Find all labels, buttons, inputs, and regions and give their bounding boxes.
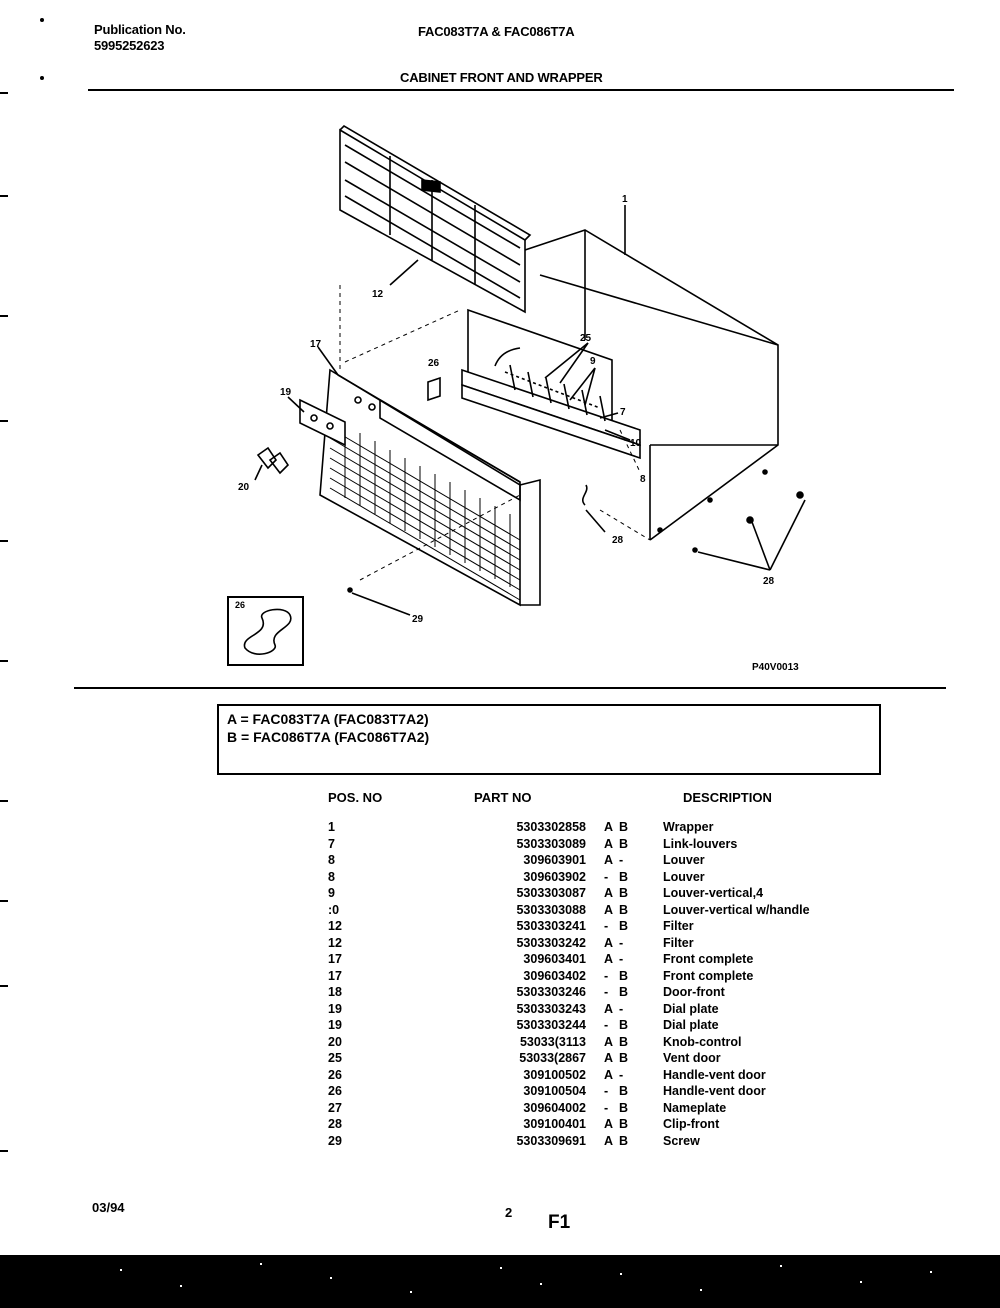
pos-cell: 26 xyxy=(328,1084,342,1098)
table-row xyxy=(328,1001,883,1018)
table-row xyxy=(328,885,883,902)
table-row xyxy=(328,1133,883,1150)
pos-cell: 9 xyxy=(328,886,335,900)
callout-7: 7 xyxy=(620,407,626,418)
pos-cell: 7 xyxy=(328,836,335,851)
part-number-cell: 5303309691 xyxy=(516,1133,586,1148)
model-a-cell: A xyxy=(604,1001,614,1016)
description-cell: Link-louvers xyxy=(663,836,738,851)
part-number-cell: 5303303244 xyxy=(516,1018,586,1032)
model-b-cell: B xyxy=(619,1034,629,1049)
part-number-cell: 309100401 xyxy=(523,1117,586,1131)
model-b-cell: B xyxy=(619,869,629,884)
description-cell: Louver xyxy=(663,869,705,884)
model-a-cell: A xyxy=(604,935,614,950)
pos-cell: 19 xyxy=(328,1018,342,1032)
model-b-cell: B xyxy=(619,1100,629,1115)
figure-id: P40V0013 xyxy=(752,662,799,673)
pos-cell: 19 xyxy=(328,1001,342,1016)
model-a-cell: A xyxy=(604,902,614,917)
model-legend xyxy=(217,704,881,775)
pos-cell: 18 xyxy=(328,985,342,999)
table-row xyxy=(328,1116,883,1133)
table-row xyxy=(328,819,883,836)
model-numbers: FAC083T7A & FAC086T7A xyxy=(418,24,575,39)
model-a-cell: - xyxy=(604,869,609,884)
callout-12: 12 xyxy=(372,289,384,300)
description-cell: Filter xyxy=(663,935,694,950)
callout-1: 1 xyxy=(622,194,628,205)
part-number-cell: 5303303088 xyxy=(516,902,586,917)
description-cell: Louver-vertical,4 xyxy=(663,886,764,900)
model-b-cell: - xyxy=(619,1001,624,1016)
header-b xyxy=(619,790,659,819)
table-row xyxy=(328,968,883,985)
pos-cell: 25 xyxy=(328,1051,342,1065)
callout-25: 25 xyxy=(580,333,592,344)
description-cell: Knob-control xyxy=(663,1034,742,1049)
diagram-rule xyxy=(74,687,946,689)
callout-20: 20 xyxy=(238,482,250,493)
pos-cell: 29 xyxy=(328,1133,342,1148)
table-row xyxy=(328,852,883,869)
table-row xyxy=(328,869,883,886)
model-a-cell: - xyxy=(604,919,609,933)
dot-mark xyxy=(40,18,44,22)
model-a-cell: A xyxy=(604,1051,614,1065)
section-title: CABINET FRONT AND WRAPPER xyxy=(400,70,603,85)
callout-9: 9 xyxy=(590,356,596,367)
model-b-cell: B xyxy=(619,919,629,933)
model-a-cell: A xyxy=(604,820,614,834)
part-number-cell: 5303303241 xyxy=(516,919,586,933)
callout-28: 28 xyxy=(612,535,624,546)
table-row xyxy=(328,951,883,968)
model-a-cell: A xyxy=(604,1117,614,1131)
model-a-cell: A xyxy=(604,1133,614,1148)
callout-26: 26 xyxy=(428,358,440,369)
model-b-cell: - xyxy=(619,952,624,966)
model-b-cell: B xyxy=(619,1051,629,1065)
description-cell: Dial plate xyxy=(663,1001,719,1016)
description-cell: Wrapper xyxy=(663,820,714,834)
margin-mark xyxy=(0,800,8,802)
callout-10: 10 xyxy=(630,438,642,449)
dot-mark xyxy=(40,76,44,80)
model-b-cell: B xyxy=(619,836,629,851)
legend-line-b: B = FAC086T7A (FAC086T7A2) xyxy=(227,729,430,745)
model-b-cell: B xyxy=(619,985,629,999)
footer-date: 03/94 xyxy=(92,1200,125,1215)
model-b-cell: - xyxy=(619,935,624,950)
description-cell: Handle-vent door xyxy=(663,1084,766,1098)
table-row xyxy=(328,902,883,919)
header-pos-no: POS. NO xyxy=(328,790,383,805)
part-number-cell: 309603902 xyxy=(523,869,586,884)
table-row xyxy=(328,1067,883,1084)
description-cell: Front complete xyxy=(663,968,754,983)
pos-cell: :0 xyxy=(328,902,340,917)
pos-cell: 1 xyxy=(328,820,335,834)
table-row xyxy=(328,1050,883,1067)
model-b-cell: B xyxy=(619,1133,629,1148)
description-cell: Louver xyxy=(663,853,705,867)
part-number-cell: 309604002 xyxy=(523,1100,586,1115)
model-a-cell: - xyxy=(604,985,609,999)
description-cell: Nameplate xyxy=(663,1100,727,1115)
callout-8: 8 xyxy=(640,474,646,485)
model-a-cell: - xyxy=(604,968,609,983)
model-b-cell: B xyxy=(619,1018,629,1032)
pos-cell: 17 xyxy=(328,968,342,983)
callout-29: 29 xyxy=(412,614,424,625)
model-a-cell: A xyxy=(604,853,614,867)
table-row xyxy=(328,984,883,1001)
part-number-cell: 309603402 xyxy=(523,968,586,983)
pos-cell: 28 xyxy=(328,1117,342,1131)
callout-19: 19 xyxy=(280,387,292,398)
model-a-cell: - xyxy=(604,1100,609,1115)
table-row xyxy=(328,836,883,853)
table-row xyxy=(328,935,883,952)
model-b-cell: B xyxy=(619,968,629,983)
description-cell: Front complete xyxy=(663,952,754,966)
header-description: DESCRIPTION xyxy=(683,790,772,805)
part-number-cell: 53033(3113 xyxy=(519,1034,586,1049)
description-cell: Dial plate xyxy=(663,1018,719,1032)
callout-28b: 28 xyxy=(763,576,775,587)
table-row xyxy=(328,1034,883,1051)
table-row xyxy=(328,1017,883,1034)
model-a-cell: A xyxy=(604,1034,614,1049)
part-number-cell: 5303303087 xyxy=(516,886,586,900)
pos-cell: 20 xyxy=(328,1034,342,1049)
model-b-cell: B xyxy=(619,902,629,917)
table-row xyxy=(328,918,883,935)
model-b-cell: B xyxy=(619,820,629,834)
header-rule xyxy=(88,89,954,91)
part-number-cell: 5303302858 xyxy=(516,820,586,834)
parts-table xyxy=(328,790,883,1149)
part-number-cell: 5303303242 xyxy=(516,935,586,950)
exploded-diagram xyxy=(0,100,1000,690)
model-a-cell: - xyxy=(604,1018,609,1032)
legend-line-a: A = FAC083T7A (FAC083T7A2) xyxy=(227,711,429,727)
margin-mark xyxy=(0,92,8,94)
part-number-cell: 53033(2867 xyxy=(519,1051,586,1065)
description-cell: Clip-front xyxy=(663,1117,720,1131)
header-a xyxy=(604,790,619,819)
part-number-cell: 309100502 xyxy=(523,1067,586,1082)
part-number-cell: 309100504 xyxy=(523,1084,586,1098)
model-a-cell: A xyxy=(604,952,614,966)
description-cell: Vent door xyxy=(663,1051,721,1065)
pos-cell: 12 xyxy=(328,935,342,950)
model-b-cell: - xyxy=(619,1067,624,1082)
pos-cell: 8 xyxy=(328,869,335,884)
page-number: 2 xyxy=(505,1205,513,1220)
model-a-cell: A xyxy=(604,886,614,900)
header-part-no: PART NO xyxy=(474,790,532,805)
pos-cell: 12 xyxy=(328,919,342,933)
part-number-cell: 309603901 xyxy=(523,853,586,867)
publication-label: Publication No. xyxy=(94,22,186,37)
part-number-cell: 5303303246 xyxy=(516,985,586,999)
description-cell: Louver-vertical w/handle xyxy=(663,902,810,917)
description-cell: Filter xyxy=(663,919,694,933)
part-number-cell: 5303303243 xyxy=(516,1001,586,1016)
part-number-cell: 309603401 xyxy=(523,952,586,966)
margin-mark xyxy=(0,1150,8,1152)
table-row xyxy=(328,1083,883,1100)
description-cell: Screw xyxy=(663,1133,700,1148)
pos-cell: 27 xyxy=(328,1100,342,1115)
model-a-cell: A xyxy=(604,836,614,851)
margin-mark xyxy=(0,900,8,902)
model-b-cell: B xyxy=(619,1117,629,1131)
publication-number: 5995252623 xyxy=(94,38,165,53)
pos-cell: 8 xyxy=(328,853,335,867)
pos-cell: 26 xyxy=(328,1067,342,1082)
model-a-cell: - xyxy=(604,1084,609,1098)
scan-edge-strip xyxy=(0,1255,1000,1308)
model-a-cell: A xyxy=(604,1067,614,1082)
callout-17: 17 xyxy=(310,339,322,350)
table-row xyxy=(328,1100,883,1117)
model-b-cell: B xyxy=(619,1084,629,1098)
description-cell: Handle-vent door xyxy=(663,1067,766,1082)
model-b-cell: - xyxy=(619,853,624,867)
model-b-cell: B xyxy=(619,886,629,900)
description-cell: Door-front xyxy=(663,985,725,999)
pos-cell: 17 xyxy=(328,952,342,966)
inset-label: 26 xyxy=(235,600,246,610)
margin-mark xyxy=(0,985,8,987)
table-header-row xyxy=(328,790,883,819)
part-number-cell: 5303303089 xyxy=(516,836,586,851)
page-code: F1 xyxy=(548,1212,571,1233)
